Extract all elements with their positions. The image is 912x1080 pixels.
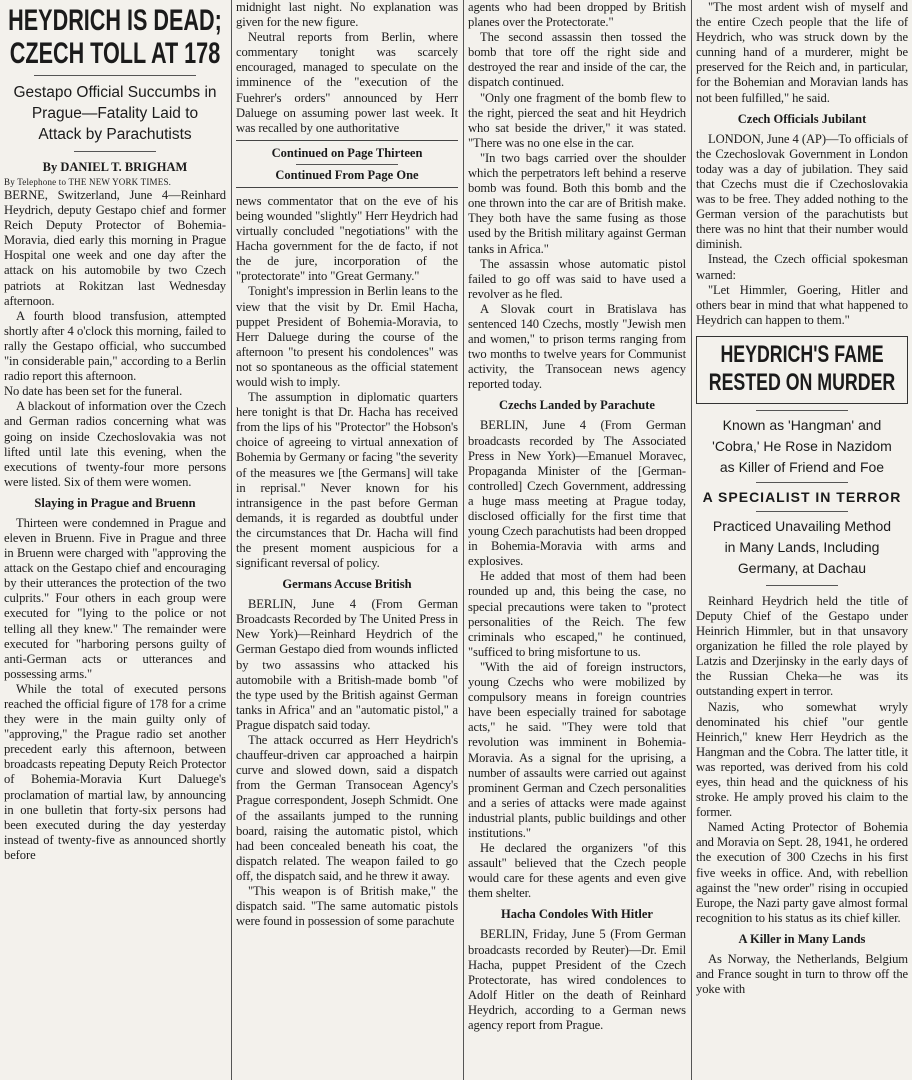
article-paragraph: Named Acting Protector of Bohemia and Moravia on Sept. 28, 1941, he ordered the execution of 300 Czechs in his first five weeks in office. And, with rebellion against the "new order" rising in occupied Europe, the Nazi party gave almost formal recognition to his status as its chief killer. [696, 820, 908, 925]
article-paragraph: As Norway, the Netherlands, Belgium and France sought in turn to throw off the yoke with [696, 951, 908, 997]
article-paragraph: "This weapon is of British make," the dispatch said. "The same automatic pistols were found in possession of some parachute [236, 883, 458, 929]
divider [756, 410, 848, 411]
article-paragraph: The second assassin then tossed the bomb that tore off the right side and destroyed the rear and inside of the car, the dispatch continued. [468, 30, 686, 90]
byline-telephone: By Telephone to THE NEW YORK TIMES. [4, 177, 172, 187]
column-3 [464, 0, 690, 1080]
article-paragraph: agents who had been dropped by British planes over the Protectorate." [468, 0, 686, 30]
column-4 [692, 0, 912, 1080]
headline-deck [696, 415, 908, 478]
article-paragraph: He declared the organizers "of this assault" believed that the Czech people would care for these agents and even give them shelter. [468, 841, 686, 901]
article-paragraph: BERLIN, June 4 (From German Broadcasts Recorded by The United Press in New York)—Reinhard Heydrich of the German Gestapo died from wounds inflicted by two assassins who attacked his automobile with a British-made bomb "of the type used by the British against German tanks in Africa" and an "automatic pistol," a Prague dispatch said today. [236, 597, 458, 732]
main-headline-line-2: CZECH TOLL AT 178 [9, 37, 221, 70]
article-paragraph: A fourth blood transfusion, attempted shortly after 4 o'clock this morning, failed to rally the Gestapo official, who succumbed "in considerable pain," according to a Berlin radio report this afternoon. [4, 308, 226, 384]
article-paragraph: "With the aid of foreign instructors, young Czechs who were mobilized by compulsory means in foreign countries have been especially trained for sabotage acts," he said. "They were told that revolution was imminent in Bohemia-Moravia. As a signal for the uprising, a number of assaults were carried out against prominent German and Czech personalities and a series of attacks were made against industrial plants, public buildings and other institutions." [468, 659, 686, 840]
deck-line: in Many Lands, Including [724, 538, 880, 555]
secondary-headline-line-1: HEYDRICH'S FAME [720, 340, 884, 368]
article-paragraph: A Slovak court in Bratislava has sentenced 140 Czechs, mostly "Jewish men and women," to prison terms ranging from two months to twelve years for Communist activity, the Transocean news agency reported today. [468, 301, 686, 392]
subheading: Czech Officials Jubilant [737, 111, 867, 126]
article-paragraph: The assassin whose automatic pistol failed to go off was said to have used a revolver as he fled. [468, 256, 686, 301]
article-paragraph: "Only one fragment of the bomb flew to the right, pierced the seat and hit Heydrich who sat beside the driver," it was stated. "There was no one else in the car. [468, 90, 686, 150]
continued-on-label: Continued on Page Thirteen [271, 145, 423, 160]
article-paragraph: Neutral reports from Berlin, where commentary tonight was scarcely encouraged, managed to speculate on the imminence of the "execution of the Fuehrer's orders" announced by Herr Daluege on assuming power last week. It was recalled by one authoritative [236, 30, 458, 135]
headline-deck [4, 82, 226, 145]
divider [34, 75, 196, 76]
divider [766, 585, 838, 586]
deck-line: as Killer of Friend and Foe [719, 458, 885, 475]
divider [756, 511, 848, 512]
article-paragraph: No date has been set for the funeral. [4, 384, 183, 399]
article-paragraph: Thirteen were condemned in Prague and eleven in Bruenn. Five in Prague and three in Bruenn were charged with "approving the attack on the Gestapo chief and encouraging by their utterances the protection of the two culprits." Four others in each group were executed for "lying to the police or not telling all they knew." The remainder were executed for "harboring persons guilty of anti-German acts or utterances and possessing arms." [4, 515, 226, 681]
deck-line: 'Cobra,' He Rose in Nazidom [712, 437, 892, 454]
deck-line: Gestapo Official Succumbs in [13, 84, 217, 101]
secondary-headline-line-2: RESTED ON MURDER [708, 368, 896, 396]
deck-line: Germany, at Dachau [737, 559, 867, 576]
article-paragraph: Instead, the Czech official spokesman warned: [696, 252, 908, 282]
article-paragraph: The attack occurred as Herr Heydrich's chauffeur-driven car approached a hairpin curve and slowed down, said a dispatch from the German Transocean Agency's Prague correspondent, Joseph Schmidt. One of the assailants jumped to the running board, raising the automatic pistol, which had been concealed beneath his coat, the dispatch related. The weapon failed to go off, the dispatch said, and he threw it away. [236, 733, 458, 883]
secondary-headline [696, 341, 908, 397]
divider [756, 482, 848, 483]
article-paragraph: The assumption in diplomatic quarters here tonight is that Dr. Hacha has received from the lips of his "Protector" the Hobson's choice of agreeing to virtual annexation of Bohemia by Germany or facing "the severity of the measures we [the Germans] will take in reprisal." Never known for his intransigence in the past before German demands, it is regarded as doubtful under the circumstances that Dr. Hacha will find the present moment auspicious for a significant reversal of policy. [236, 390, 458, 571]
article-paragraph: "The most ardent wish of myself and the entire Czech people that the life of Heydrich, who was struck down by the cunning hand of a murderer, might be preserved for the Reich and, in particular, for the Bohemian and Moravian lands has not been fulfilled," he said. [696, 0, 908, 105]
column-2 [232, 0, 462, 1080]
subheading: Czechs Landed by Parachute [499, 398, 655, 413]
article-paragraph: BERNE, Switzerland, June 4—Reinhard Heydrich, deputy Gestapo chief and former Reich Deputy Protector of Bohemia-Moravia, died early this morning in Prague Hospital one week and one day after the attack on his automobile by two Czech patriots at Rokitzan last Wednesday afternoon. [4, 188, 226, 308]
subheading: A Killer in Many Lands [738, 931, 866, 946]
main-headline [6, 4, 223, 70]
divider [296, 164, 398, 165]
article-paragraph: While the total of executed persons reached the official figure of 178 for a crime they were in the main guilty only of "approving," the Prague radio set another precedent early this afternoon, between broadcasts repeating Deputy Reich Protector of Bohemia-Moravia Kurt Daluege's proclamation of martial law, by announcing in one bulletin that forty-six persons had been executed during the day yesterday instead of twenty-five as announced shortly before [4, 681, 226, 862]
article-paragraph: BERLIN, Friday, June 5 (From German broadcasts recorded by Reuter)—Dr. Emil Hacha, puppet President of the Czech Protectorate, has wired condolences to Adolf Hitler on the death of Reinhard Heydrich, according to a German news agency report from Prague. [468, 927, 686, 1032]
article-paragraph: "Let Himmler, Goering, Hitler and others bear in mind that what happened to Heydrich can happen to them." [696, 282, 908, 327]
subheading: Hacha Condoles With Hitler [501, 907, 653, 922]
column-1 [0, 0, 230, 1080]
continued-from-label: Continued From Page One [275, 167, 419, 182]
article-paragraph: BERLIN, June 4 (From German broadcasts recorded by The Associated Press in New York)—Emanuel Moravec, Propaganda Minister of the [German-controlled] Czech Government, addressing a huge mass meeting at Prague today, disclosed officially for the first time that young Czech parachutists had been dropped in Bohemia-Moravia with arms and explosives. [468, 418, 686, 569]
headline-deck [696, 516, 908, 579]
article-paragraph: Nazis, who somewhat wryly denominated his chief "our gentle Heinrich," knew Herr Heydrich as the Hangman and the Cobra. The latter title, it was reported, was derived from his cold eyes, thin head and the quickness of his stroke. He amply proved his claim to the former. [696, 699, 908, 820]
article-paragraph: "In two bags carried over the shoulder which the perpetrators left behind a reserve bomb was found. Both this bomb and the one thrown into the car are of British make. They both have the same fusing as those used by the British military against German tanks in Africa." [468, 150, 686, 256]
article-paragraph: A blackout of information over the Czech and German radios concerning what was going on inside Czechoslovakia was not lifted until late this evening, when the executions of twenty-four more persons were listed. Six of them were women. [4, 399, 226, 489]
continuation-box [236, 140, 458, 188]
article-paragraph: Tonight's impression in Berlin leans to the view that the visit by Dr. Emil Hacha, puppet President of Bohemia-Moravia, to Herr Daluege during the course of the afternoon "to present his condolences" was not so spontaneous as the official statement would wish to imply. [236, 284, 458, 389]
subheading: Slaying in Prague and Bruenn [34, 495, 196, 510]
main-headline-line-1: HEYDRICH IS DEAD; [8, 4, 222, 37]
deck-line: Known as 'Hangman' and [722, 416, 882, 433]
article-paragraph: midnight last night. No explanation was given for the new figure. [236, 0, 458, 30]
article-paragraph: LONDON, June 4 (AP)—To officials of the Czechoslovak Government in London today was a day of jubilation. They said that Czechs must die if Czechoslovakia was to be free. They added nothing to the German version of the parachutists but there was no hint that their number would diminish. [696, 131, 908, 252]
deck-banner: A SPECIALIST IN TERROR [702, 488, 902, 505]
byline: By DANIEL T. BRIGHAM [42, 160, 188, 174]
deck-line: Prague—Fatality Laid to [31, 105, 199, 122]
secondary-headline-box [696, 336, 908, 404]
subheading: Germans Accuse British [282, 577, 412, 592]
article-paragraph: news commentator that on the eve of his being wounded "slightly" Herr Heydrich had virtually concluded "negotiations" with the Hacha government for the de facto, if not the de jure, incorporation of the "protectorate" into "Great Germany." [236, 193, 458, 284]
deck-line: Practiced Unavailing Method [712, 517, 892, 534]
divider [74, 151, 156, 152]
article-paragraph: He added that most of them had been rounded up and, this being the case, no special precautions were taken to "protect personalities of the Reich. The few criminals who escaped," he continued, "sufficed to bring misfortune to us. [468, 569, 686, 659]
article-paragraph: Reinhard Heydrich held the title of Deputy Chief of the Gestapo under Heinrich Himmler, but in that unsavory organization he filled the role played by Latzis and Dzerjinsky in the early days of the Russian Cheka—he was its outstanding expert in terror. [696, 593, 908, 699]
deck-line: Attack by Parachutists [38, 126, 192, 143]
